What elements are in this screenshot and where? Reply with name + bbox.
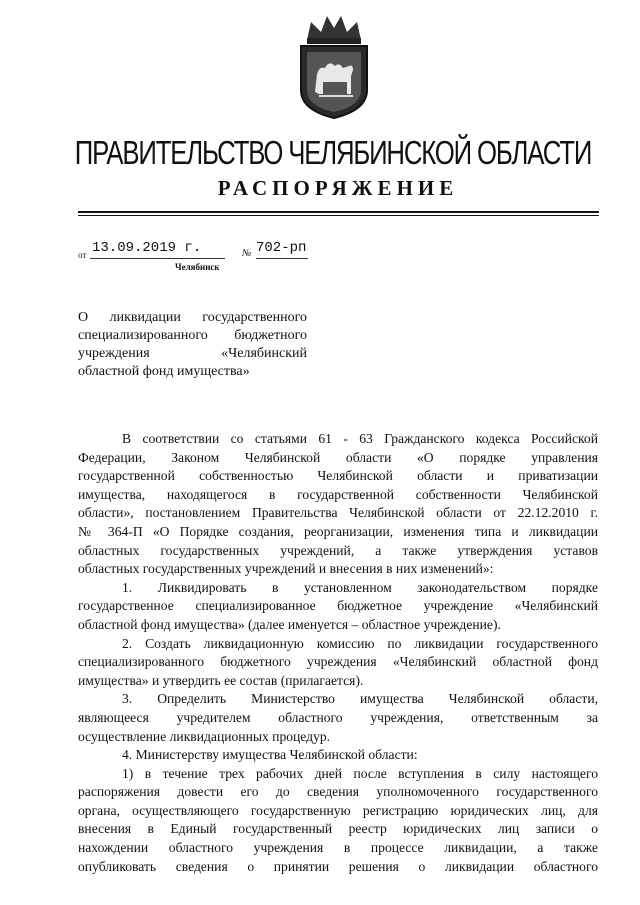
subject-line: учреждения «Челябинский bbox=[78, 346, 307, 361]
body-line: являющееся учредителем областного учреждения, ответственным за bbox=[78, 709, 598, 725]
body-line: осуществление ликвидационных процедур. bbox=[78, 728, 331, 744]
body-line: 3. Определить Министерство имущества Челябинской области, bbox=[122, 691, 598, 707]
body-line: областных государственных учреждений, а также утверждения уставов bbox=[78, 542, 598, 558]
body-line: 1) в течение трех рабочих дней после вступления в силу настоящего bbox=[122, 765, 598, 781]
number-label: № bbox=[242, 248, 252, 259]
number-underline bbox=[256, 258, 308, 259]
body-line: 1. Ликвидировать в установленном законодательством порядке bbox=[122, 579, 598, 595]
body-line: распоряжения довести его до сведения уполномоченного государственного bbox=[78, 784, 598, 800]
subject-line: О ликвидации государственного bbox=[78, 310, 307, 325]
city-label: Челябинск bbox=[175, 262, 220, 272]
body-line: внесения в Единый государственный реестр юридических лиц записи о bbox=[78, 821, 598, 837]
body-line: Федерации, Законом Челябинской области «О порядке управления bbox=[78, 449, 598, 465]
subject-line: областной фонд имущества» bbox=[78, 364, 250, 379]
date-from-label: от bbox=[78, 250, 87, 260]
body-line: 2. Создать ликвидационную комиссию по ликвидации государственного bbox=[122, 635, 598, 651]
body-line: государственной собственностью Челябинской области и приватизации bbox=[78, 468, 598, 484]
body-line: специализированного бюджетного учреждения «Челябинский областной фонд bbox=[78, 654, 598, 670]
body-line: В соответствии со статьями 61 - 63 Гражданского кодекса Российской bbox=[122, 431, 598, 446]
body-line: 4. Министерству имущества Челябинской области: bbox=[122, 747, 418, 763]
body-line: государственное специализированное бюджетное учреждение «Челябинский bbox=[78, 598, 598, 614]
body-line: имущества» и утвердить ее состав (прилагается). bbox=[78, 672, 364, 688]
body-line: нахождении областного учреждения в процессе ликвидации, а также bbox=[78, 840, 598, 856]
subject-line: специализированного бюджетного bbox=[78, 328, 307, 343]
body-line: опубликовать сведения о принятии решения о ликвидации областного bbox=[78, 858, 598, 874]
date-underline bbox=[90, 258, 225, 259]
document-number: 702-рп bbox=[256, 240, 307, 256]
document-subject bbox=[78, 309, 307, 381]
body-line: органа, осуществляющего государственную регистрацию юридических лиц, для bbox=[78, 802, 598, 818]
body-line: областных государственных учреждений и внесения в них изменений»: bbox=[78, 561, 494, 577]
document-type-title: РАСПОРЯЖЕНИЕ bbox=[217, 176, 459, 200]
body-line: № 364-П «О Порядке создания, реорганизации, изменения типа и ликвидации bbox=[78, 523, 598, 539]
body-line: областной фонд имущества» (далее именуется – областное учреждение). bbox=[78, 616, 501, 632]
header-rule-thin bbox=[78, 215, 599, 216]
document-body bbox=[78, 430, 598, 876]
coat-of-arms-emblem bbox=[293, 10, 375, 122]
header-rule-thick bbox=[78, 211, 599, 213]
body-line: имущества, находящегося в государственной собственности Челябинской bbox=[78, 486, 598, 502]
document-date: 13.09.2019 г. bbox=[92, 240, 202, 256]
government-title: ПРАВИТЕЛЬСТВО ЧЕЛЯБИНСКОЙ ОБЛАСТИ bbox=[74, 134, 592, 171]
body-line: области», постановлением Правительства Челябинской области от 22.12.2010 г. bbox=[78, 505, 598, 521]
